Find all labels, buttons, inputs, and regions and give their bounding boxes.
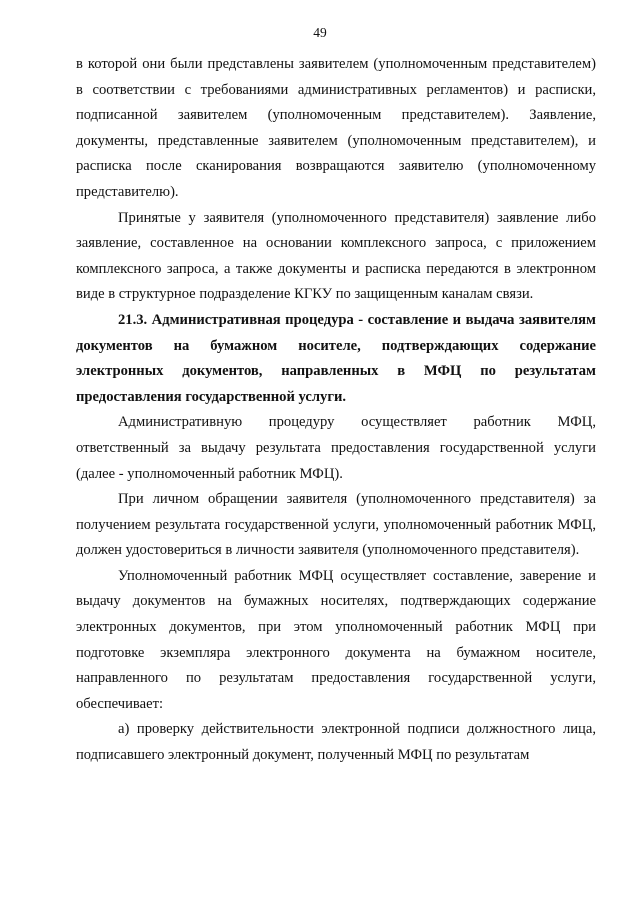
paragraph-responsible: Административную процедуру осуществляет работник МФЦ, ответственный за выдачу результата предоставления государственной услуги (далее - уполномоченный работник МФЦ).	[76, 414, 596, 482]
section-heading-21-3: 21.3. Административная процедура - составление и выдача заявителям документов на бумажном носителе, подтверждающих содержание электронных документов, направленных в МФЦ по результатам предоставления государственной услуги.	[76, 311, 596, 405]
document-body	[76, 52, 596, 769]
paragraph-continuation: в которой они были представлены заявителем (уполномоченным представителем) в соответствии с требованиями административных регламентов) и расписки, подписанной заявителем (уполномоченным представителем). Заявление, документы, представленные заявителем (уполномоченным представителем), и расписка после сканирования возвращаются заявителю (уполномоченному представителю).	[76, 56, 596, 200]
paragraph-duties: Уполномоченный работник МФЦ осуществляет составление, заверение и выдачу документов на бумажных носителях, подтверждающих содержание электронных документов, при этом уполномоченный работник МФЦ при подготовке экземпляра электронного документа на бумажном носителе, направленного по результатам предоставления государственной услуги, обеспечивает:	[76, 567, 596, 712]
paragraph-identity: При личном обращении заявителя (уполномоченного представителя) за получением результата государственной услуги, уполномоченный работник МФЦ, должен удостовериться в личности заявителя (уполномоченного представителя).	[76, 491, 596, 559]
paragraph-transfer: Принятые у заявителя (уполномоченного представителя) заявление либо заявление, составленное на основании комплексного запроса, с приложением комплексного запроса, а также документы и расписка передаются в электронном виде в структурное подразделение КГКУ по защищенным каналам связи.	[76, 209, 596, 303]
page-number: 49	[313, 25, 327, 40]
list-item-a: а) проверку действительности электронной подписи должностного лица, подписавшего электронный документ, полученный МФЦ по результатам	[76, 721, 596, 764]
